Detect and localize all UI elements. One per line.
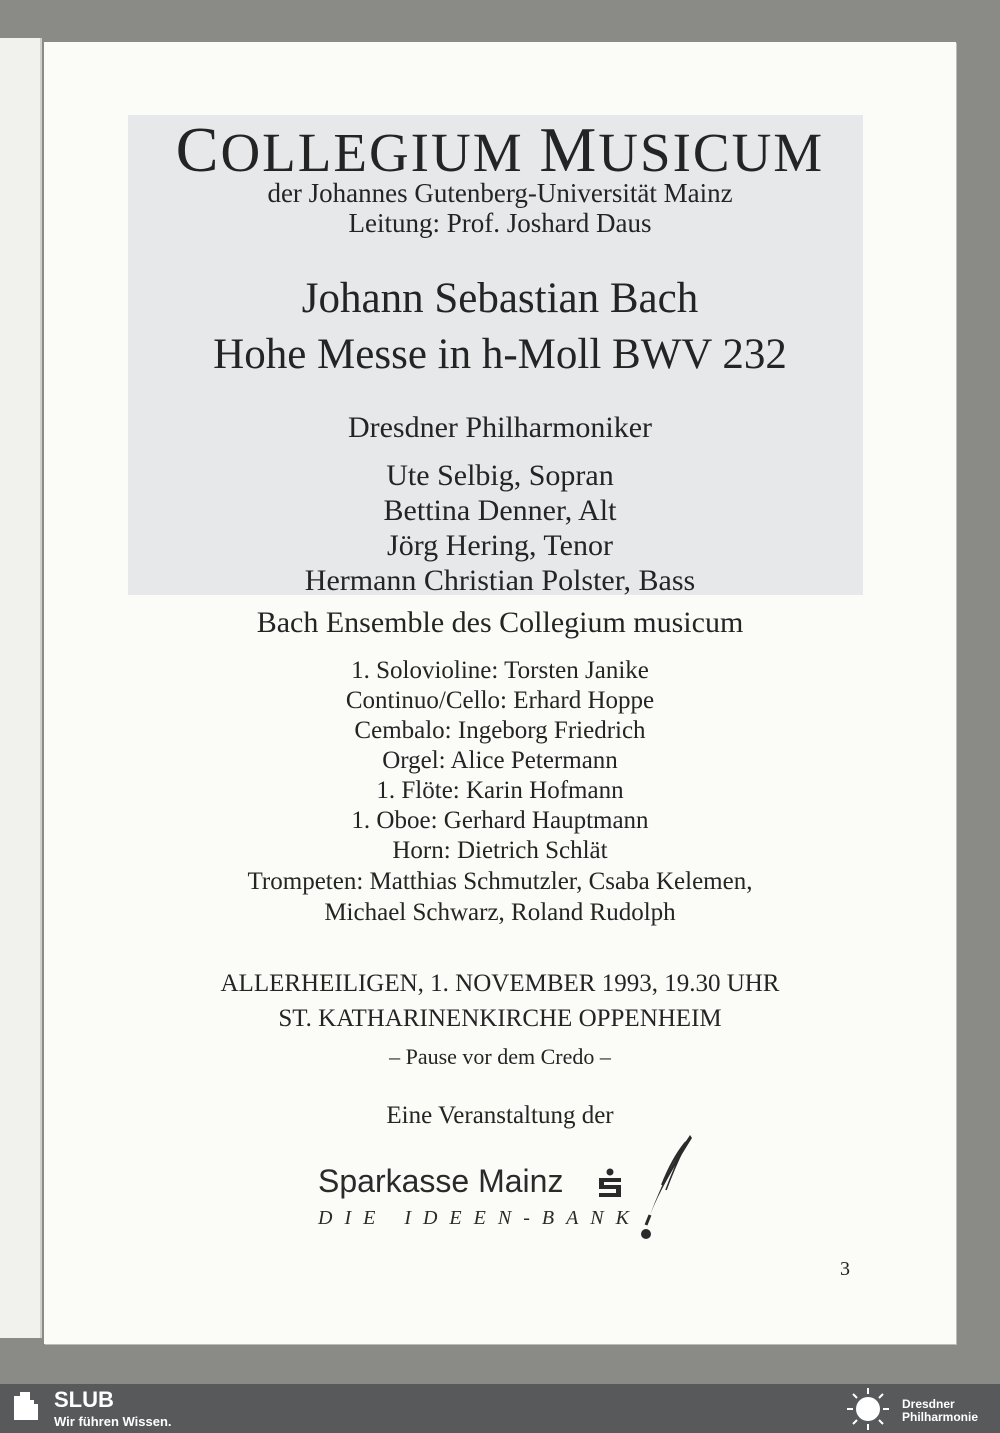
instrumentalist-item: Orgel: Alice Petermann	[382, 747, 618, 774]
sponsor-slogan: DIE IDEEN-BANK	[318, 1207, 641, 1229]
soloist-item: Bettina Denner, Alt	[383, 494, 617, 527]
university-subtitle: der Johannes Gutenberg-Universität Mainz	[267, 178, 733, 208]
soloist-item: Ute Selbig, Sopran	[386, 459, 614, 492]
instrumentalist-item: Trompeten: Matthias Schmutzler, Csaba Kelemen,	[247, 868, 753, 895]
work-title: Hohe Messe in h-Moll BWV 232	[213, 331, 787, 378]
soloist-item: Jörg Hering, Tenor	[387, 529, 613, 562]
page-title: COLLEGIUM MUSICUM	[175, 114, 825, 185]
slub-tagline: Wir führen Wissen.	[54, 1414, 172, 1429]
slub-logo-icon	[12, 1392, 40, 1422]
composer: Johann Sebastian Bach	[301, 275, 699, 322]
instrumentalist-item: 1. Flöte: Karin Hofmann	[376, 777, 624, 804]
dresdner-philharmonie-logo-icon	[842, 1386, 894, 1432]
conductor-line: Leitung: Prof. Joshard Daus	[348, 208, 652, 238]
instrumentalist-item: Continuo/Cello: Erhard Hoppe	[345, 687, 655, 714]
event-venue: ST. KATHARINENKIRCHE OPPENHEIM	[278, 1005, 722, 1032]
instrumentalist-item: Horn: Dietrich Schlät	[392, 837, 608, 864]
organizer-intro: Eine Veranstaltung der	[386, 1102, 614, 1129]
instrumentalist-item: Cembalo: Ingeborg Friedrich	[354, 717, 646, 744]
ensemble: Bach Ensemble des Collegium musicum	[256, 606, 744, 639]
pause-note: – Pause vor dem Credo –	[389, 1044, 611, 1069]
event-date: ALLERHEILIGEN, 1. NOVEMBER 1993, 19.30 UHR	[220, 970, 780, 997]
orchestra: Dresdner Philharmoniker	[347, 411, 653, 444]
instrumentalist-item: 1. Solovioline: Torsten Janike	[351, 657, 649, 684]
quill-icon	[620, 1130, 700, 1240]
soloist-item: Hermann Christian Polster, Bass	[304, 564, 696, 597]
instrumentalist-item: 1. Oboe: Gerhard Hauptmann	[351, 807, 649, 834]
slub-title: SLUB	[54, 1387, 114, 1412]
sponsor-name: Sparkasse Mainz	[318, 1163, 564, 1199]
page-number: 3	[840, 1258, 850, 1280]
left-page-edge	[0, 38, 42, 1338]
dresdner-philharmonie-label: Dresdner Philharmonie	[902, 1397, 979, 1424]
instrumentalist-item: Michael Schwarz, Roland Rudolph	[324, 899, 676, 926]
